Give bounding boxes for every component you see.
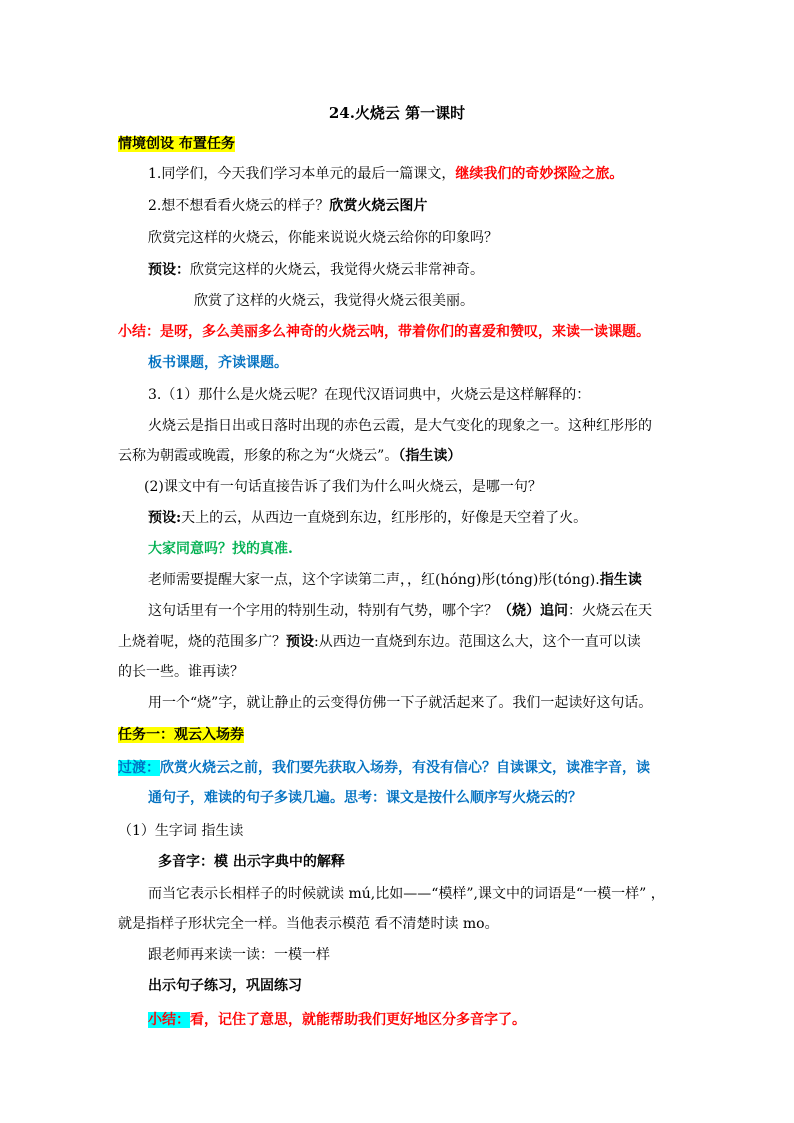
blackboard-text: 板书课题，齐读课题。 bbox=[148, 355, 288, 371]
paragraph-23: 而当它表示长相样子的时候就读 mú,比如——“模样”,课文中的词语是“一模一样” ， bbox=[148, 886, 665, 902]
bold-text: 多音字：模 出示字典中的解释 bbox=[158, 854, 345, 870]
bold-text: （烧）追问 bbox=[498, 603, 568, 619]
text: 天上的云，从西边一直烧到东边，红彤彤的，好像是天空着了火。 bbox=[181, 510, 588, 526]
text: 1.同学们，今天我们学习本单元的最后一篇课文， bbox=[148, 166, 456, 182]
paragraph-8: 3.（1）那什么是火烧云呢？在现代汉语词典中，火烧云是这样解释的： bbox=[148, 387, 591, 403]
bold-text: 预设 bbox=[286, 634, 314, 650]
paragraph-10 bbox=[118, 446, 461, 466]
transition-paragraph bbox=[118, 758, 650, 778]
bold-text: 出示句子练习，巩固练习 bbox=[148, 978, 302, 994]
preset-label: 预设： bbox=[148, 262, 190, 278]
text: ：火烧云在天 bbox=[568, 603, 652, 619]
paragraph-22 bbox=[158, 852, 345, 872]
text: 这句话里有一个字用的特别生动，特别有气势，哪个字？ bbox=[148, 603, 498, 619]
paragraph-11: (2)课文中有一句话直接告诉了我们为什么叫火烧云，是哪一句？ bbox=[144, 479, 542, 495]
transition-text: 欣赏火烧云之前，我们要先获取入场券，有没有信心？自读课文，读准字音，读 bbox=[160, 760, 650, 776]
section-heading-task1 bbox=[118, 725, 244, 745]
bold-text: （指生读） bbox=[398, 448, 462, 464]
section-label: 情境创设 布置任务 bbox=[118, 136, 235, 152]
paragraph-9: 火烧云是指日出或日落时出现的赤色云霞，是大气变化的现象之一。这种红彤彤的 bbox=[148, 418, 652, 434]
text: 云称为朝霞或晚霞，形象的称之为“火烧云”。 bbox=[118, 448, 399, 464]
summary-text: 看，记住了意思，就能帮助我们更好地区分多音字了。 bbox=[190, 1012, 526, 1028]
section-heading-situation bbox=[118, 134, 235, 154]
paragraph-5: 欣赏了这样的火烧云，我觉得火烧云很美丽。 bbox=[194, 293, 474, 309]
paragraph-4 bbox=[148, 260, 484, 280]
preset-label: 预设: bbox=[148, 510, 182, 526]
text: 2.想不想看看火烧云的样子？ bbox=[148, 198, 330, 214]
text: 欣赏完这样的火烧云，我觉得火烧云非常神奇。 bbox=[190, 262, 484, 278]
bold-text: 指生读 bbox=[599, 572, 642, 588]
summary-1 bbox=[118, 322, 650, 342]
paragraph-7 bbox=[148, 353, 288, 373]
summary-2 bbox=[148, 1010, 526, 1030]
text: :从西边一直烧到东边。范围这么大，这个一直可以读 bbox=[314, 634, 641, 650]
paragraph-18: 用一个“烧”字，就让静止的云变得仿佛一下子就活起来了。我们一起读好这句话。 bbox=[148, 695, 653, 711]
paragraph-14 bbox=[148, 570, 642, 590]
lesson-title: 24.火烧云 第一课时 bbox=[328, 104, 466, 122]
emphasis-text: 继续我们的奇妙探险之旅。 bbox=[455, 166, 624, 182]
paragraph-24: 就是指样子形状完全一样。当他表示模范 看不清楚时读 mo。 bbox=[118, 916, 499, 932]
paragraph-16 bbox=[118, 632, 641, 652]
green-text: 大家同意吗？找的真准. bbox=[148, 541, 293, 557]
paragraph-25: 跟老师再来读一读：一模一样 bbox=[148, 947, 330, 963]
summary-label: 小结： bbox=[148, 1012, 190, 1028]
paragraph-26 bbox=[148, 976, 302, 996]
paragraph-21: （1）生字词 指生读 bbox=[118, 823, 244, 839]
text: 老师需要提醒大家一点，这个字读第二声，，红(hóng)彤(tóng)彤(tóng). bbox=[148, 572, 600, 588]
summary-text: 小结：是呀，多么美丽多么神奇的火烧云呐，带着你们的喜爱和赞叹，来读一读课题。 bbox=[118, 324, 650, 340]
paragraph-13 bbox=[148, 539, 293, 559]
paragraph-17: 的长一些。谁再读？ bbox=[118, 664, 244, 680]
bold-text: 欣赏火烧云图片 bbox=[329, 198, 428, 214]
paragraph-15 bbox=[148, 601, 652, 621]
transition-text: 通句子，难读的句子多读几遍。思考：课文是按什么顺序写火烧云的？ bbox=[148, 790, 582, 806]
paragraph-2 bbox=[148, 196, 427, 216]
paragraph-3: 欣赏完这样的火烧云，你能来说说火烧云给你的印象吗？ bbox=[148, 230, 498, 246]
paragraph-20 bbox=[148, 788, 582, 808]
transition-label: 过渡： bbox=[118, 760, 160, 776]
paragraph-1 bbox=[148, 164, 623, 184]
text: 上烧着呢，烧的范围多广？ bbox=[118, 634, 286, 650]
section-label: 任务一：观云入场券 bbox=[118, 727, 244, 743]
paragraph-12 bbox=[148, 508, 587, 528]
